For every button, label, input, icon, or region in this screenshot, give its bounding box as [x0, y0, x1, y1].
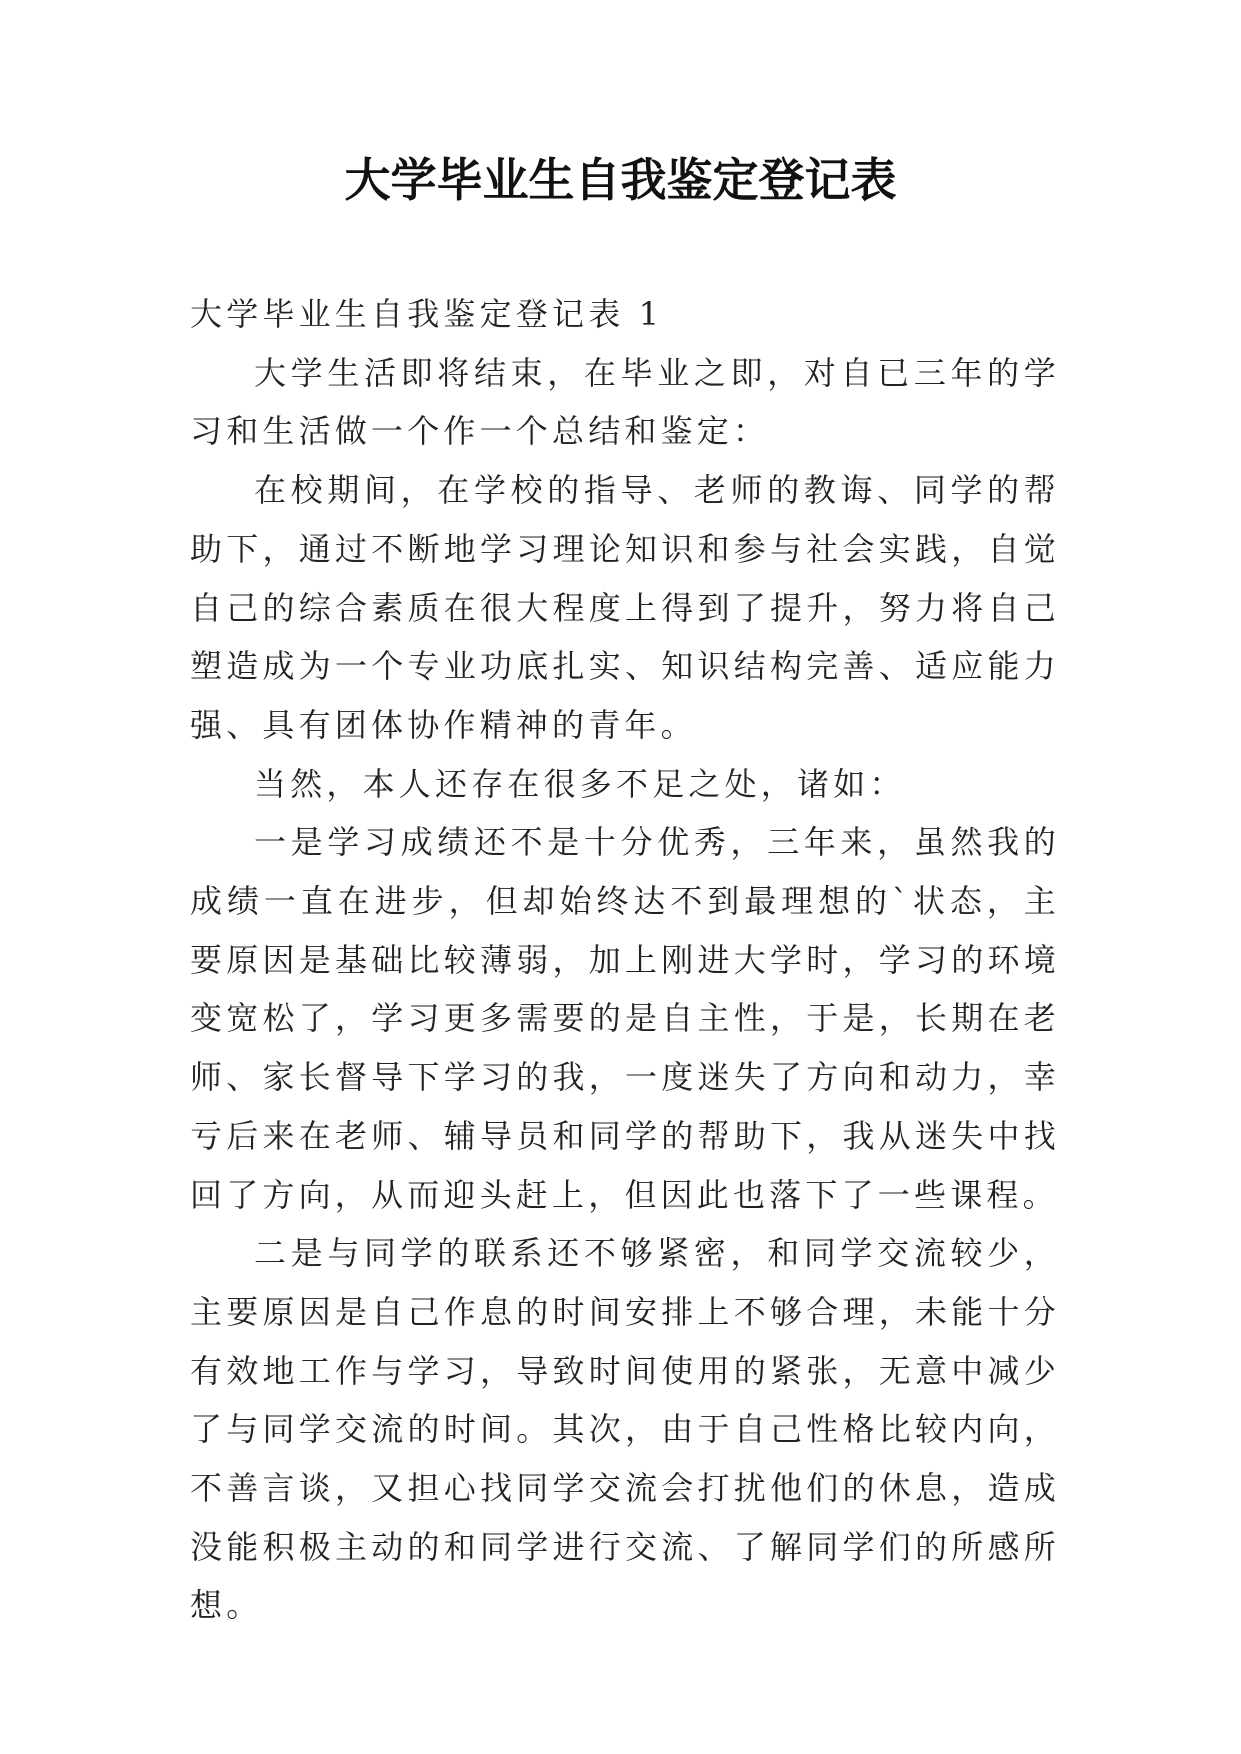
document-title: 大学毕业生自我鉴定登记表 [344, 153, 897, 207]
paragraph: 当然，本人还存在很多不足之处，诸如： [254, 764, 906, 803]
paragraph: 二是与同学的联系还不够紧密，和同学交流较少，主要原因是自己作息的时间安排上不够合理，未能十分有效地工作与学习，导致时间使用的紧张，无意中减少了与同学交流的时间。其次，由于自己性格比较内向，不善言谈，又担心找同学交流会打扰他们的休息，造成没能积极主动的和同学进行交流、了解同学们的所感所想。 [190, 1234, 1060, 1625]
paragraph: 一是学习成绩还不是十分优秀，三年来，虽然我的成绩一直在进步，但却始终达不到最理想的`状态，主要原因是基础比较薄弱，加上刚进大学时，学习的环境变宽松了，学习更多需要的是自主性，于是，长期在老师、家长督导下学习的我，一度迷失了方向和动力，幸亏后来在老师、辅导员和同学的帮助下，我从迷失中找回了方向，从而迎头赶上，但因此也落下了一些课程。 [190, 823, 1060, 1214]
paragraph: 大学生活即将结束，在毕业之即，对自已三年的学习和生活做一个作一个总结和鉴定： [190, 353, 1060, 451]
document-body [190, 285, 1060, 1635]
section-heading: 大学毕业生自我鉴定登记表 1 [190, 295, 664, 333]
paragraph: 在校期间，在学校的指导、老师的教诲、同学的帮助下，通过不断地学习理论知识和参与社会实践，自觉自己的综合素质在很大程度上得到了提升，努力将自己塑造成为一个专业功底扎实、知识结构完善、适应能力强、具有团体协作精神的青年。 [190, 471, 1060, 744]
